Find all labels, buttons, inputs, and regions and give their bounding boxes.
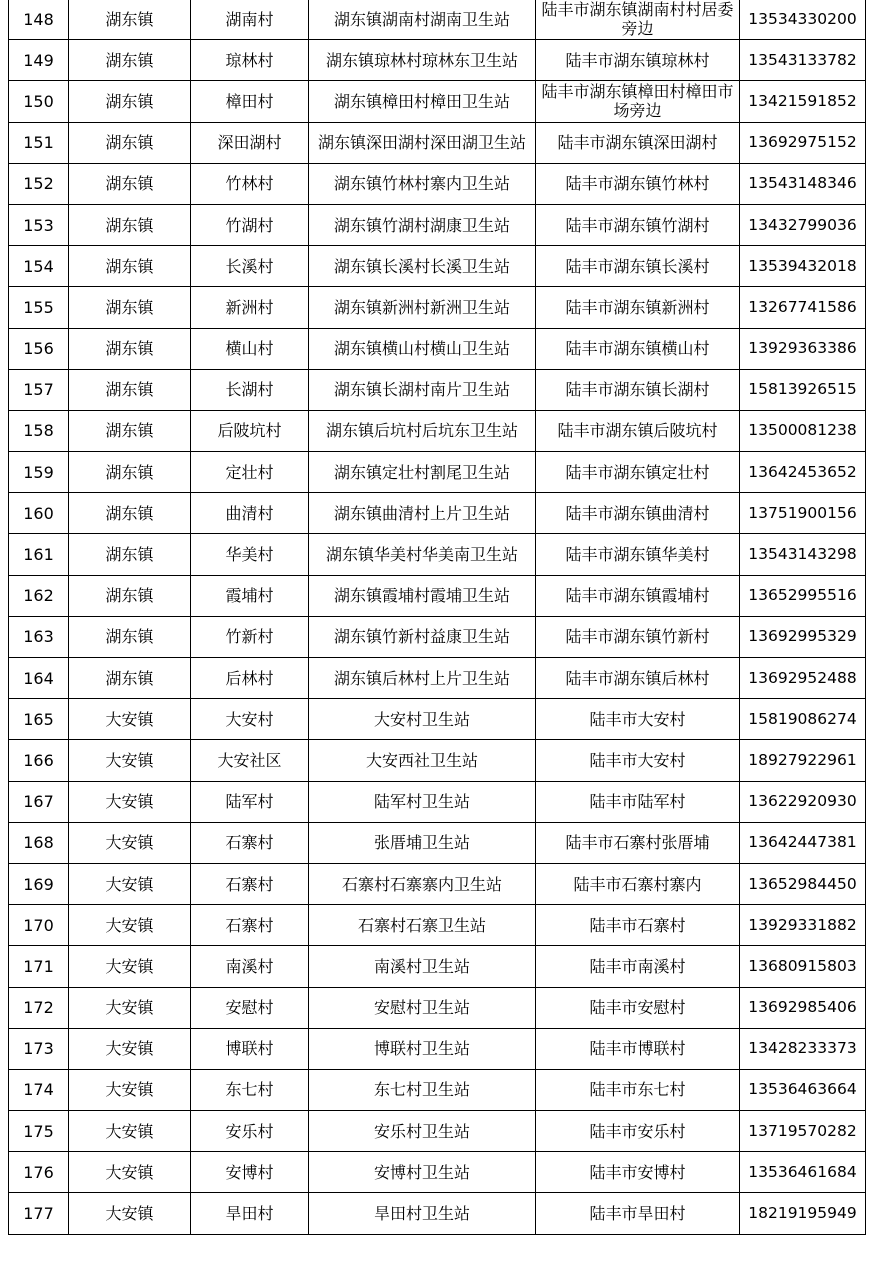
town-cell: 湖东镇: [69, 204, 191, 245]
village-cell: 旱田村: [191, 1193, 309, 1234]
address-cell: 陆丰市湖东镇长湖村: [536, 369, 740, 410]
phone-cell: 13543143298: [740, 534, 866, 575]
station-name-cell: 湖东镇新洲村新洲卫生站: [309, 287, 536, 328]
town-cell: 大安镇: [69, 987, 191, 1028]
table-row: [9, 452, 866, 493]
village-cell: 安慰村: [191, 987, 309, 1028]
table-row: [9, 905, 866, 946]
station-name-cell: 湖东镇后坑村后坑东卫生站: [309, 410, 536, 451]
address-cell: 陆丰市大安村: [536, 699, 740, 740]
row-number-cell: 167: [9, 781, 69, 822]
station-name-cell: 湖东镇竹林村寨内卫生站: [309, 163, 536, 204]
village-cell: 安乐村: [191, 1111, 309, 1152]
station-name-cell: 博联村卫生站: [309, 1028, 536, 1069]
village-cell: 湖南村: [191, 0, 309, 40]
table-row: [9, 328, 866, 369]
row-number-cell: 169: [9, 863, 69, 904]
town-cell: 大安镇: [69, 1111, 191, 1152]
table-row: [9, 0, 866, 40]
phone-cell: 13692975152: [740, 122, 866, 163]
address-cell: 陆丰市大安村: [536, 740, 740, 781]
table-row: [9, 204, 866, 245]
village-cell: 新洲村: [191, 287, 309, 328]
table-row: [9, 1111, 866, 1152]
phone-cell: 13692952488: [740, 658, 866, 699]
table-row: [9, 40, 866, 81]
table-row: [9, 410, 866, 451]
station-name-cell: 湖东镇定壮村割尾卫生站: [309, 452, 536, 493]
village-cell: 竹林村: [191, 163, 309, 204]
station-name-cell: 湖东镇竹新村益康卫生站: [309, 616, 536, 657]
address-cell: 陆丰市石寨村张厝埔: [536, 822, 740, 863]
station-name-cell: 安慰村卫生站: [309, 987, 536, 1028]
address-cell: 陆丰市湖东镇霞埔村: [536, 575, 740, 616]
row-number-cell: 153: [9, 204, 69, 245]
phone-cell: 13500081238: [740, 410, 866, 451]
address-cell: 陆丰市湖东镇曲清村: [536, 493, 740, 534]
phone-cell: 13421591852: [740, 81, 866, 122]
phone-cell: 13539432018: [740, 246, 866, 287]
town-cell: 湖东镇: [69, 81, 191, 122]
village-cell: 陆军村: [191, 781, 309, 822]
address-cell: 陆丰市湖东镇竹新村: [536, 616, 740, 657]
phone-cell: 13751900156: [740, 493, 866, 534]
station-name-cell: 旱田村卫生站: [309, 1193, 536, 1234]
table-row: [9, 699, 866, 740]
address-cell: 陆丰市湖东镇湖南村村居委旁边: [536, 0, 740, 40]
row-number-cell: 152: [9, 163, 69, 204]
row-number-cell: 159: [9, 452, 69, 493]
station-name-cell: 石寨村石寨寨内卫生站: [309, 863, 536, 904]
phone-cell: 13929363386: [740, 328, 866, 369]
row-number-cell: 176: [9, 1152, 69, 1193]
phone-cell: 13536461684: [740, 1152, 866, 1193]
phone-cell: 13534330200: [740, 0, 866, 40]
row-number-cell: 151: [9, 122, 69, 163]
station-name-cell: 湖东镇后林村上片卫生站: [309, 658, 536, 699]
table-row: [9, 946, 866, 987]
village-cell: 竹湖村: [191, 204, 309, 245]
village-cell: 定壮村: [191, 452, 309, 493]
town-cell: 大安镇: [69, 863, 191, 904]
address-cell: 陆丰市湖东镇竹林村: [536, 163, 740, 204]
town-cell: 大安镇: [69, 905, 191, 946]
row-number-cell: 156: [9, 328, 69, 369]
address-cell: 陆丰市旱田村: [536, 1193, 740, 1234]
row-number-cell: 171: [9, 946, 69, 987]
row-number-cell: 157: [9, 369, 69, 410]
town-cell: 湖东镇: [69, 163, 191, 204]
table-row: [9, 616, 866, 657]
station-name-cell: 湖东镇长溪村长溪卫生站: [309, 246, 536, 287]
village-cell: 长溪村: [191, 246, 309, 287]
village-cell: 深田湖村: [191, 122, 309, 163]
town-cell: 大安镇: [69, 1069, 191, 1110]
phone-cell: 13692995329: [740, 616, 866, 657]
village-cell: 石寨村: [191, 822, 309, 863]
station-name-cell: 大安西社卫生站: [309, 740, 536, 781]
row-number-cell: 165: [9, 699, 69, 740]
station-name-cell: 湖东镇深田湖村深田湖卫生站: [309, 122, 536, 163]
town-cell: 大安镇: [69, 699, 191, 740]
town-cell: 大安镇: [69, 740, 191, 781]
town-cell: 湖东镇: [69, 534, 191, 575]
phone-cell: 15813926515: [740, 369, 866, 410]
address-cell: 陆丰市安博村: [536, 1152, 740, 1193]
phone-cell: 13428233373: [740, 1028, 866, 1069]
station-name-cell: 安博村卫生站: [309, 1152, 536, 1193]
village-cell: 南溪村: [191, 946, 309, 987]
phone-cell: 13929331882: [740, 905, 866, 946]
town-cell: 湖东镇: [69, 0, 191, 40]
village-cell: 大安社区: [191, 740, 309, 781]
village-cell: 长湖村: [191, 369, 309, 410]
table-row: [9, 575, 866, 616]
town-cell: 湖东镇: [69, 493, 191, 534]
town-cell: 湖东镇: [69, 246, 191, 287]
row-number-cell: 149: [9, 40, 69, 81]
station-name-cell: 湖东镇华美村华美南卫生站: [309, 534, 536, 575]
row-number-cell: 173: [9, 1028, 69, 1069]
address-cell: 陆丰市东七村: [536, 1069, 740, 1110]
table-row: [9, 987, 866, 1028]
row-number-cell: 161: [9, 534, 69, 575]
town-cell: 湖东镇: [69, 410, 191, 451]
row-number-cell: 155: [9, 287, 69, 328]
station-name-cell: 湖东镇横山村横山卫生站: [309, 328, 536, 369]
village-cell: 大安村: [191, 699, 309, 740]
town-cell: 湖东镇: [69, 658, 191, 699]
station-name-cell: 湖东镇琼林村琼林东卫生站: [309, 40, 536, 81]
town-cell: 大安镇: [69, 1152, 191, 1193]
station-name-cell: 东七村卫生站: [309, 1069, 536, 1110]
table-row: [9, 163, 866, 204]
phone-cell: 13432799036: [740, 204, 866, 245]
town-cell: 湖东镇: [69, 328, 191, 369]
address-cell: 陆丰市湖东镇樟田村樟田市场旁边: [536, 81, 740, 122]
town-cell: 湖东镇: [69, 575, 191, 616]
row-number-cell: 177: [9, 1193, 69, 1234]
address-cell: 陆丰市安慰村: [536, 987, 740, 1028]
village-cell: 后林村: [191, 658, 309, 699]
phone-cell: 13543148346: [740, 163, 866, 204]
town-cell: 湖东镇: [69, 452, 191, 493]
phone-cell: 13652995516: [740, 575, 866, 616]
village-cell: 安博村: [191, 1152, 309, 1193]
phone-cell: 13267741586: [740, 287, 866, 328]
table-body: [9, 0, 866, 1234]
row-number-cell: 166: [9, 740, 69, 781]
address-cell: 陆丰市安乐村: [536, 1111, 740, 1152]
row-number-cell: 162: [9, 575, 69, 616]
village-cell: 琼林村: [191, 40, 309, 81]
address-cell: 陆丰市湖东镇新洲村: [536, 287, 740, 328]
village-cell: 东七村: [191, 1069, 309, 1110]
phone-cell: 15819086274: [740, 699, 866, 740]
row-number-cell: 170: [9, 905, 69, 946]
station-name-cell: 石寨村石寨卫生站: [309, 905, 536, 946]
phone-cell: 13642447381: [740, 822, 866, 863]
address-cell: 陆丰市湖东镇定壮村: [536, 452, 740, 493]
table-row: [9, 1028, 866, 1069]
village-cell: 樟田村: [191, 81, 309, 122]
phone-cell: 13680915803: [740, 946, 866, 987]
table-row: [9, 658, 866, 699]
town-cell: 大安镇: [69, 822, 191, 863]
table-row: [9, 369, 866, 410]
row-number-cell: 148: [9, 0, 69, 40]
table-row: [9, 287, 866, 328]
station-name-cell: 张厝埔卫生站: [309, 822, 536, 863]
station-name-cell: 湖东镇樟田村樟田卫生站: [309, 81, 536, 122]
address-cell: 陆丰市湖东镇琼林村: [536, 40, 740, 81]
station-name-cell: 湖东镇霞埔村霞埔卫生站: [309, 575, 536, 616]
town-cell: 大安镇: [69, 946, 191, 987]
phone-cell: 13543133782: [740, 40, 866, 81]
phone-cell: 13692985406: [740, 987, 866, 1028]
health-station-table: [8, 0, 866, 1235]
phone-cell: 13719570282: [740, 1111, 866, 1152]
phone-cell: 13642453652: [740, 452, 866, 493]
phone-cell: 18219195949: [740, 1193, 866, 1234]
town-cell: 大安镇: [69, 781, 191, 822]
phone-cell: 13622920930: [740, 781, 866, 822]
town-cell: 大安镇: [69, 1193, 191, 1234]
row-number-cell: 158: [9, 410, 69, 451]
table-row: [9, 863, 866, 904]
table-row: [9, 1069, 866, 1110]
village-cell: 石寨村: [191, 863, 309, 904]
address-cell: 陆丰市石寨村寨内: [536, 863, 740, 904]
station-name-cell: 安乐村卫生站: [309, 1111, 536, 1152]
address-cell: 陆丰市湖东镇横山村: [536, 328, 740, 369]
row-number-cell: 175: [9, 1111, 69, 1152]
village-cell: 横山村: [191, 328, 309, 369]
station-name-cell: 湖东镇曲清村上片卫生站: [309, 493, 536, 534]
table-row: [9, 246, 866, 287]
address-cell: 陆丰市湖东镇华美村: [536, 534, 740, 575]
table-row: [9, 493, 866, 534]
town-cell: 湖东镇: [69, 287, 191, 328]
row-number-cell: 160: [9, 493, 69, 534]
address-cell: 陆丰市湖东镇竹湖村: [536, 204, 740, 245]
address-cell: 陆丰市湖东镇深田湖村: [536, 122, 740, 163]
address-cell: 陆丰市湖东镇后林村: [536, 658, 740, 699]
station-name-cell: 南溪村卫生站: [309, 946, 536, 987]
town-cell: 湖东镇: [69, 616, 191, 657]
station-name-cell: 湖东镇长湖村南片卫生站: [309, 369, 536, 410]
phone-cell: 18927922961: [740, 740, 866, 781]
town-cell: 大安镇: [69, 1028, 191, 1069]
row-number-cell: 172: [9, 987, 69, 1028]
town-cell: 湖东镇: [69, 40, 191, 81]
row-number-cell: 163: [9, 616, 69, 657]
station-name-cell: 湖东镇湖南村湖南卫生站: [309, 0, 536, 40]
address-cell: 陆丰市石寨村: [536, 905, 740, 946]
row-number-cell: 174: [9, 1069, 69, 1110]
table-row: [9, 534, 866, 575]
row-number-cell: 150: [9, 81, 69, 122]
table-row: [9, 122, 866, 163]
table-row: [9, 81, 866, 122]
address-cell: 陆丰市南溪村: [536, 946, 740, 987]
station-name-cell: 大安村卫生站: [309, 699, 536, 740]
village-cell: 后陂坑村: [191, 410, 309, 451]
station-name-cell: 湖东镇竹湖村湖康卫生站: [309, 204, 536, 245]
row-number-cell: 168: [9, 822, 69, 863]
address-cell: 陆丰市湖东镇长溪村: [536, 246, 740, 287]
table-row: [9, 1152, 866, 1193]
row-number-cell: 154: [9, 246, 69, 287]
village-cell: 石寨村: [191, 905, 309, 946]
station-name-cell: 陆军村卫生站: [309, 781, 536, 822]
village-cell: 华美村: [191, 534, 309, 575]
town-cell: 湖东镇: [69, 369, 191, 410]
village-cell: 霞埔村: [191, 575, 309, 616]
phone-cell: 13536463664: [740, 1069, 866, 1110]
row-number-cell: 164: [9, 658, 69, 699]
village-cell: 竹新村: [191, 616, 309, 657]
table-row: [9, 740, 866, 781]
village-cell: 博联村: [191, 1028, 309, 1069]
phone-cell: 13652984450: [740, 863, 866, 904]
table-row: [9, 822, 866, 863]
address-cell: 陆丰市陆军村: [536, 781, 740, 822]
table-row: [9, 781, 866, 822]
village-cell: 曲清村: [191, 493, 309, 534]
address-cell: 陆丰市湖东镇后陂坑村: [536, 410, 740, 451]
town-cell: 湖东镇: [69, 122, 191, 163]
table-row: [9, 1193, 866, 1234]
address-cell: 陆丰市博联村: [536, 1028, 740, 1069]
